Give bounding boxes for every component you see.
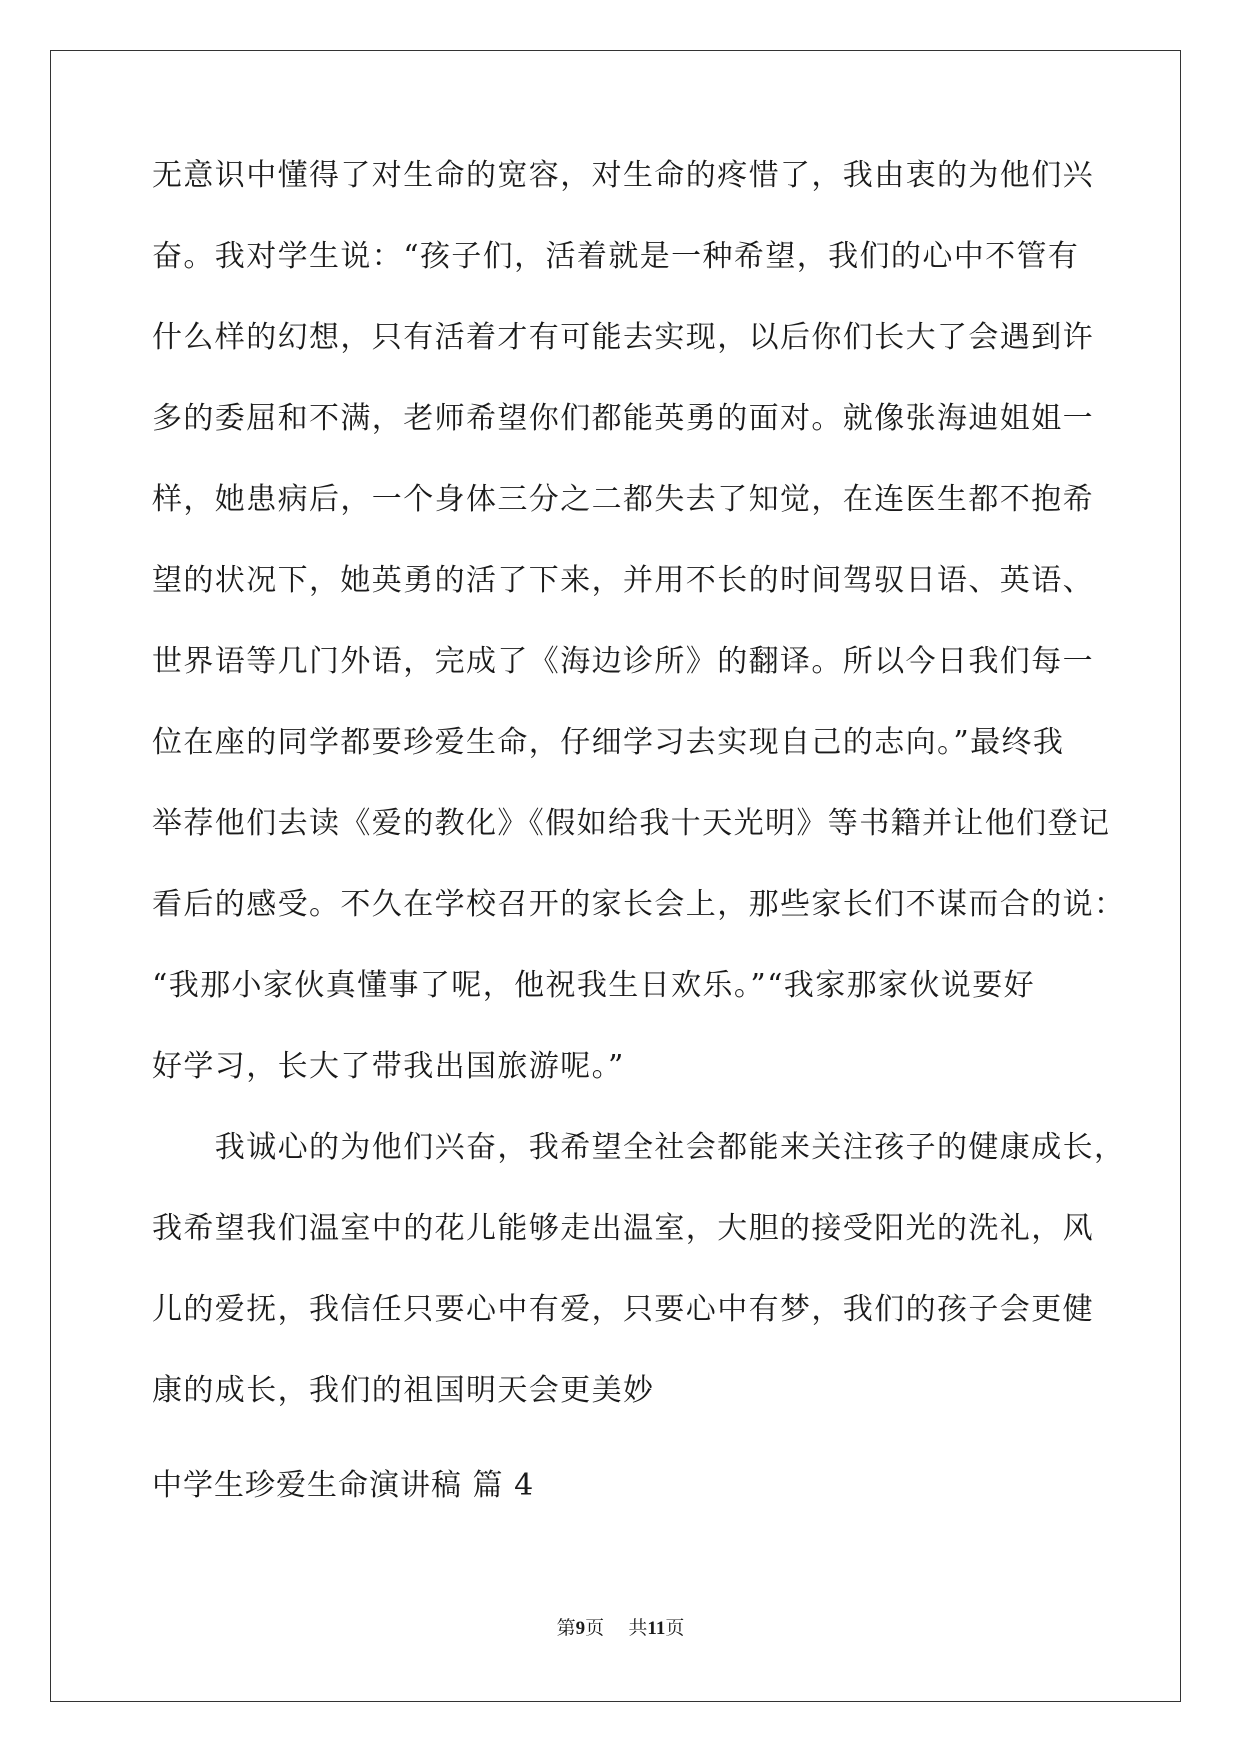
document-body bbox=[152, 158, 1126, 1454]
footer-total-prefix: 共 bbox=[628, 1617, 648, 1639]
total-pages-number: 11 bbox=[647, 1618, 666, 1639]
text-line: 儿的爱抚，我信任只要心中有爱，只要心中有梦，我们的孩子会更健 bbox=[152, 1292, 1094, 1327]
text-line: 样，她患病后，一个身体三分之二都失去了知觉，在连医生都不抱希 bbox=[152, 482, 1094, 517]
footer-total-suffix: 页 bbox=[665, 1617, 685, 1639]
text-line: 举荐他们去读《爱的教化》《假如给我十天光明》等书籍并让他们登记 bbox=[152, 806, 1111, 841]
page-footer bbox=[0, 1616, 1241, 1641]
text-line: 奋。我对学生说：“孩子们，活着就是一种希望，我们的心中不管有 bbox=[152, 239, 1080, 274]
section-heading: 中学生珍爱生命演讲稿 篇 4 bbox=[152, 1468, 535, 1503]
text-line: 无意识中懂得了对生命的宽容，对生命的疼惜了，我由衷的为他们兴 bbox=[152, 158, 1094, 193]
text-line: 看后的感受。不久在学校召开的家长会上，那些家长们不谋而合的说： bbox=[152, 887, 1126, 922]
text-line: “我那小家伙真懂事了呢，他祝我生日欢乐。”“我家那家伙说要好 bbox=[152, 968, 1036, 1003]
text-line: 康的成长，我们的祖国明天会更美妙 bbox=[152, 1373, 655, 1408]
text-line: 我诚心的为他们兴奋，我希望全社会都能来关注孩子的健康成长， bbox=[152, 1130, 1126, 1165]
footer-prefix: 第 bbox=[556, 1617, 576, 1639]
text-line: 多的委屈和不满，老师希望你们都能英勇的面对。就像张海迪姐姐一 bbox=[152, 401, 1094, 436]
text-line: 世界语等几门外语，完成了《海边诊所》的翻译。所以今日我们每一 bbox=[152, 644, 1094, 679]
text-line: 我希望我们温室中的花儿能够走出温室，大胆的接受阳光的洗礼，风 bbox=[152, 1211, 1094, 1246]
text-line: 望的状况下，她英勇的活了下来，并用不长的时间驾驭日语、英语、 bbox=[152, 563, 1094, 598]
text-line: 好学习，长大了带我出国旅游呢。” bbox=[152, 1049, 625, 1084]
footer-page-word: 页 bbox=[585, 1617, 605, 1639]
text-line: 什么样的幻想，只有活着才有可能去实现，以后你们长大了会遇到许 bbox=[152, 320, 1094, 355]
text-line: 位在座的同学都要珍爱生命，仔细学习去实现自己的志向。”最终我 bbox=[152, 725, 1065, 760]
current-page-number: 9 bbox=[575, 1618, 586, 1639]
